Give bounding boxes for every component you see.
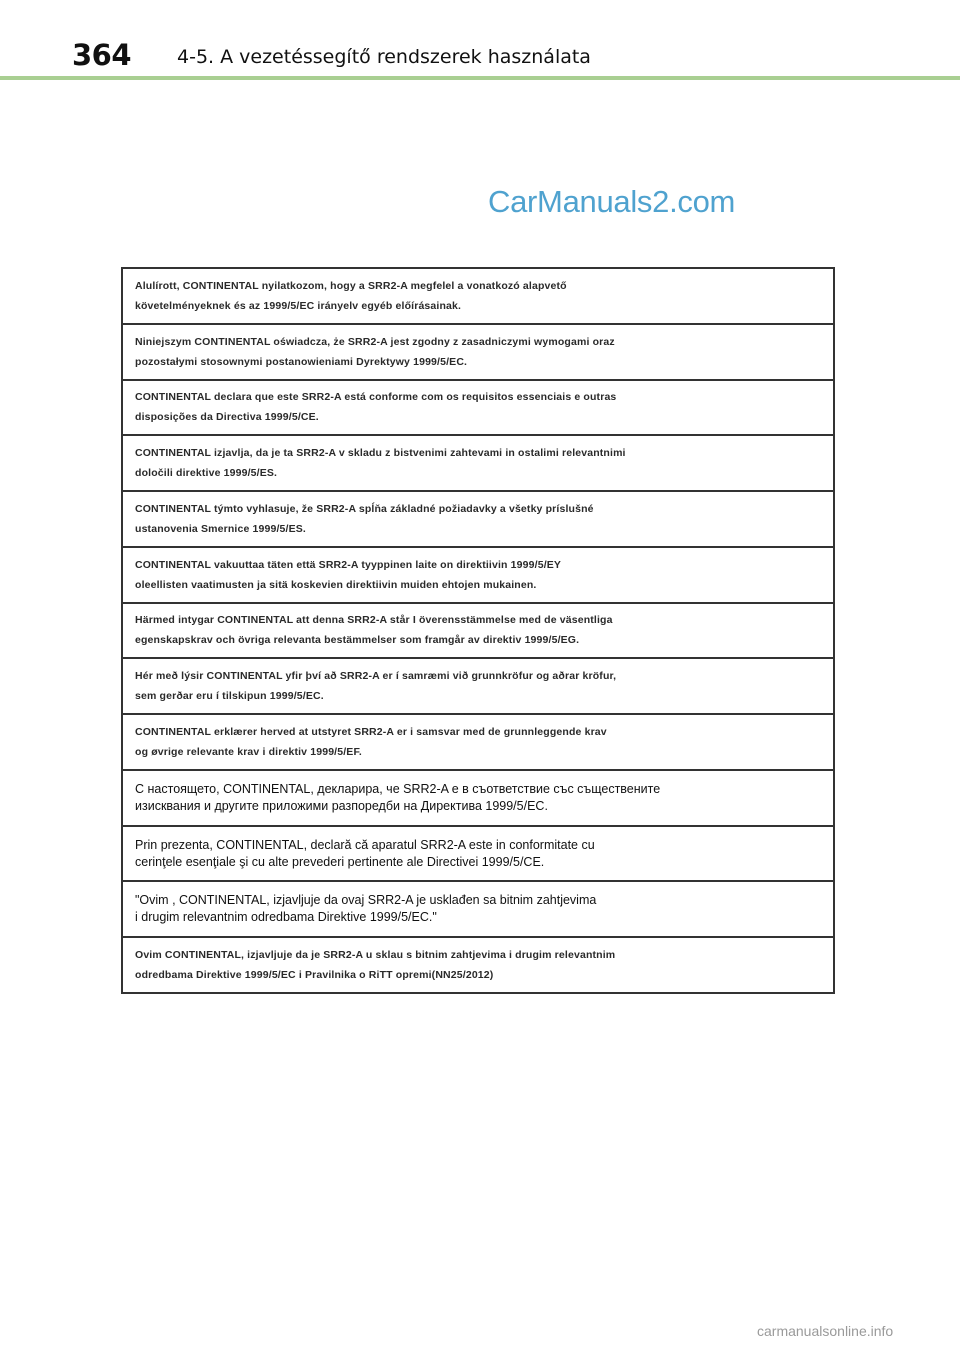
declaration-line: Hér með lýsir CONTINENTAL yfir því að SRR2-A er í samræmi við grunnkröfur og aðrar kröfur, <box>135 670 617 683</box>
page-number: 364 <box>72 38 132 72</box>
declaration-sv <box>123 604 833 660</box>
watermark-top: CarManuals2.com <box>488 184 736 219</box>
declaration-no <box>123 715 833 771</box>
declaration-table <box>121 267 835 994</box>
declaration-is <box>123 659 833 715</box>
declaration-line: Härmed intygar CONTINENTAL att denna SRR2-A står I överensstämmelse med de väsentliga <box>135 614 613 627</box>
section-title: 4-5. A vezetéssegítő rendszerek használata <box>177 46 591 68</box>
declaration-line: изисквания и другите приложими разпоредби на Директива 1999/5/EC. <box>135 798 548 813</box>
declaration-sl <box>123 436 833 492</box>
declaration-line: CONTINENTAL týmto vyhlasuje, že SRR2-A spĺňa základné požiadavky a všetky príslušné <box>135 502 594 515</box>
declaration-line: odredbama Direktive 1999/5/EC i Pravilnika o RiTT opremi(NN25/2012) <box>135 969 494 982</box>
declaration-hr <box>123 938 833 992</box>
declaration-line: sem gerðar eru í tilskipun 1999/5/EC. <box>135 690 324 703</box>
declaration-fi <box>123 548 833 604</box>
declaration-line: Prin prezenta, CONTINENTAL, declară că aparatul SRR2-A este in conformitate cu <box>135 837 595 852</box>
declaration-line: követelményeknek és az 1999/5/EC irányelv egyéb előírásainak. <box>135 299 462 312</box>
declaration-line: Ovim CONTINENTAL, izjavljuje da je SRR2-A u sklau s bitnim zahtjevima i drugim relevantnim <box>135 949 616 962</box>
declaration-line: CONTINENTAL izjavlja, da je ta SRR2-A v skladu z bistvenimi zahtevami in ostalimi relevantnimi <box>135 447 626 460</box>
declaration-line: CONTINENTAL vakuuttaa täten että SRR2-A tyyppinen laite on direktiivin 1999/5/EY <box>135 558 562 571</box>
declaration-line: cerinţele esenţiale şi cu alte prevederi pertinente ale Directivei 1999/5/CE. <box>135 854 545 869</box>
watermark-bottom: carmanualsonline.info <box>757 1323 894 1339</box>
declaration-line: CONTINENTAL declara que este SRR2-A está conforme com os requisitos essenciais e outras <box>135 391 617 404</box>
declaration-bg <box>123 771 833 827</box>
declaration-line: Alulírott, CONTINENTAL nyilatkozom, hogy a SRR2-A megfelel a vonatkozó alapvető <box>135 279 567 292</box>
declaration-sk <box>123 492 833 548</box>
declaration-pl <box>123 325 833 381</box>
declaration-line: i drugim relevantnim odredbama Direktive 1999/5/EC." <box>135 910 437 925</box>
declaration-line: oleellisten vaatimusten ja sitä koskevien direktiivin muiden ehtojen mukainen. <box>135 578 537 591</box>
declaration-hu <box>123 269 833 325</box>
declaration-ro <box>123 827 833 883</box>
declaration-line: določili direktive 1999/5/ES. <box>135 467 278 480</box>
declaration-line: С настоящето, CONTINENTAL, декларира, че SRR2-A е в съответствие със съществените <box>135 781 661 796</box>
declaration-line: og øvrige relevante krav i direktiv 1999/5/EF. <box>135 746 362 758</box>
declaration-line: pozostałymi stosownymi postanowieniami Dyrektywy 1999/5/EC. <box>135 355 468 368</box>
declaration-bs <box>123 882 833 938</box>
page-header <box>0 0 960 80</box>
declaration-line: "Ovim , CONTINENTAL, izjavljuje da ovaj SRR2-A je usklađen sa bitnim zahtjevima <box>135 893 597 908</box>
declaration-line: Niniejszym CONTINENTAL oświadcza, że SRR2-A jest zgodny z zasadniczymi wymogami oraz <box>135 335 615 348</box>
declaration-line: disposições da Directiva 1999/5/CE. <box>135 411 319 424</box>
declaration-pt <box>123 381 833 437</box>
declaration-line: CONTINENTAL erklærer herved at utstyret SRR2-A er i samsvar med de grunnleggende krav <box>135 726 607 738</box>
declaration-line: egenskapskrav och övriga relevanta bestämmelser som framgår av direktiv 1999/5/EG. <box>135 634 580 647</box>
header-rule <box>0 76 960 80</box>
declaration-line: ustanovenia Smernice 1999/5/ES. <box>135 522 306 535</box>
